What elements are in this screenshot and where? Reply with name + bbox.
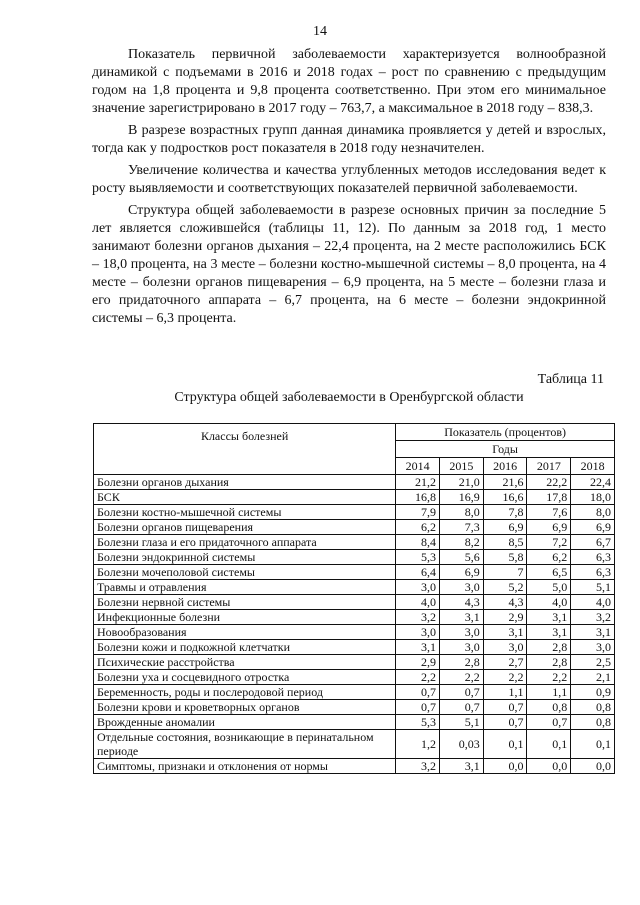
table-row (94, 565, 615, 580)
indicator-value: 8,2 (439, 535, 483, 550)
indicator-value: 8,0 (439, 505, 483, 520)
indicator-value: 7 (483, 565, 527, 580)
indicator-value: 6,2 (396, 520, 440, 535)
page-number: 14 (313, 24, 327, 39)
indicator-value: 0,7 (396, 700, 440, 715)
indicator-value: 1,1 (527, 685, 571, 700)
header-years: Годы (396, 441, 615, 458)
indicator-value: 0,7 (396, 685, 440, 700)
indicator-value: 2,2 (483, 670, 527, 685)
indicator-value: 5,3 (396, 550, 440, 565)
indicator-value: 4,0 (396, 595, 440, 610)
indicator-value: 6,9 (527, 520, 571, 535)
table-row (94, 580, 615, 595)
indicator-value: 2,2 (396, 670, 440, 685)
indicator-value: 16,9 (439, 490, 483, 505)
disease-class-name: Беременность, роды и послеродовой период (94, 685, 396, 700)
disease-class-name: Психические расстройства (94, 655, 396, 670)
indicator-value: 18,0 (571, 490, 615, 505)
indicator-value: 5,3 (396, 715, 440, 730)
indicator-value: 4,0 (527, 595, 571, 610)
disease-class-name: Болезни нервной системы (94, 595, 396, 610)
indicator-value: 3,1 (571, 625, 615, 640)
indicator-value: 3,1 (439, 759, 483, 774)
disease-class-name: Инфекционные болезни (94, 610, 396, 625)
indicator-value: 21,0 (439, 475, 483, 490)
table-row (94, 550, 615, 565)
paragraph-4: Структура общей заболеваемости в разрезе основных причин за последние 5 лет является сложившейся (таблицы 11, 12). По данным за 2018 год, 1 место занимают болезни органов дыхания – 22,4 процента, на 2 месте расположились БСК – 18,0 процента, на 3 месте – болезни костно-мышечной системы – 8,0 процента, на 4 месте – болезни органов пищеварения – 6,9 процента, на 5 месте – болезни глаза и его придаточного аппарата – 6,7 процента, на 6 месте – болезни эндокринной системы – 6,3 процента. (92, 203, 606, 326)
indicator-value: 3,2 (396, 610, 440, 625)
table-row (94, 505, 615, 520)
disease-class-name: Болезни костно-мышечной системы (94, 505, 396, 520)
indicator-value: 7,2 (527, 535, 571, 550)
table-row (94, 670, 615, 685)
disease-class-name: Болезни мочеполовой системы (94, 565, 396, 580)
table-row (94, 490, 615, 505)
indicator-value: 1,1 (483, 685, 527, 700)
indicator-value: 6,3 (571, 565, 615, 580)
indicator-value: 1,2 (396, 730, 440, 759)
indicator-value: 6,9 (483, 520, 527, 535)
indicator-value: 0,7 (439, 700, 483, 715)
indicator-value: 2,8 (527, 655, 571, 670)
table-row (94, 730, 615, 759)
indicator-value: 0,7 (527, 715, 571, 730)
indicator-value: 2,8 (527, 640, 571, 655)
indicator-value: 3,1 (483, 625, 527, 640)
table-row (94, 475, 615, 490)
table-row (94, 700, 615, 715)
indicator-value: 0,0 (527, 759, 571, 774)
indicator-value: 0,1 (571, 730, 615, 759)
indicator-value: 2,1 (571, 670, 615, 685)
indicator-value: 22,4 (571, 475, 615, 490)
indicator-value: 0,7 (483, 700, 527, 715)
indicator-value: 3,1 (527, 610, 571, 625)
indicator-value: 0,9 (571, 685, 615, 700)
indicator-value: 22,2 (527, 475, 571, 490)
indicator-value: 5,8 (483, 550, 527, 565)
disease-class-name: Отдельные состояния, возникающие в перинатальном периоде (94, 730, 396, 759)
indicator-value: 6,7 (571, 535, 615, 550)
indicator-value: 0,7 (483, 715, 527, 730)
indicator-value: 8,4 (396, 535, 440, 550)
indicator-value: 6,4 (396, 565, 440, 580)
indicator-value: 16,6 (483, 490, 527, 505)
header-year: 2016 (483, 458, 527, 475)
indicator-value: 3,1 (396, 640, 440, 655)
indicator-value: 3,0 (439, 580, 483, 595)
indicator-value: 3,1 (527, 625, 571, 640)
indicator-value: 3,2 (571, 610, 615, 625)
paragraph-2: В разрезе возрастных групп данная динамика проявляется у детей и взрослых, тогда как у подростков рост показателя в 2018 году незначителен. (92, 123, 606, 156)
indicator-value: 3,0 (483, 640, 527, 655)
indicator-value: 5,2 (483, 580, 527, 595)
indicator-value: 0,1 (483, 730, 527, 759)
table-row (94, 520, 615, 535)
indicator-value: 4,0 (571, 595, 615, 610)
table-label: Таблица 11 (537, 372, 604, 387)
indicator-value: 3,1 (439, 610, 483, 625)
indicator-value: 6,2 (527, 550, 571, 565)
indicator-value: 21,6 (483, 475, 527, 490)
indicator-value: 7,8 (483, 505, 527, 520)
indicator-value: 0,7 (439, 685, 483, 700)
table-row (94, 715, 615, 730)
disease-class-name: Болезни эндокринной системы (94, 550, 396, 565)
indicator-value: 2,9 (396, 655, 440, 670)
indicator-value: 5,6 (439, 550, 483, 565)
indicator-value: 5,1 (439, 715, 483, 730)
indicator-value: 2,2 (527, 670, 571, 685)
disease-class-name: Болезни органов дыхания (94, 475, 396, 490)
disease-class-name: Болезни уха и сосцевидного отростка (94, 670, 396, 685)
table-row (94, 595, 615, 610)
paragraph-3: Увеличение количества и качества углубленных методов исследования ведет к росту выявляемости и соответствующих показателей первичной заболеваемости. (92, 163, 606, 196)
disease-class-name: Врожденные аномалии (94, 715, 396, 730)
disease-class-name: Симптомы, признаки и отклонения от нормы (94, 759, 396, 774)
indicator-value: 3,0 (571, 640, 615, 655)
indicator-value: 2,8 (439, 655, 483, 670)
indicator-value: 0,8 (527, 700, 571, 715)
table-row (94, 685, 615, 700)
table-body (94, 475, 615, 774)
header-year: 2017 (527, 458, 571, 475)
indicator-value: 7,3 (439, 520, 483, 535)
indicator-value: 2,9 (483, 610, 527, 625)
disease-class-name: Болезни органов пищеварения (94, 520, 396, 535)
indicator-value: 0,1 (527, 730, 571, 759)
disease-class-name: Болезни крови и кроветворных органов (94, 700, 396, 715)
indicator-value: 8,5 (483, 535, 527, 550)
indicator-value: 3,0 (396, 580, 440, 595)
indicator-value: 2,2 (439, 670, 483, 685)
disease-class-name: Травмы и отравления (94, 580, 396, 595)
body-text (92, 46, 606, 332)
indicator-value: 17,8 (527, 490, 571, 505)
table-row (94, 640, 615, 655)
indicator-value: 2,7 (483, 655, 527, 670)
header-year: 2015 (439, 458, 483, 475)
table-row (94, 610, 615, 625)
indicator-value: 7,6 (527, 505, 571, 520)
indicator-value: 21,2 (396, 475, 440, 490)
table-row (94, 535, 615, 550)
indicator-value: 2,5 (571, 655, 615, 670)
header-year: 2014 (396, 458, 440, 475)
header-indicator: Показатель (процентов) (396, 424, 615, 441)
indicator-value: 16,8 (396, 490, 440, 505)
table-row (94, 655, 615, 670)
table-row (94, 625, 615, 640)
indicator-value: 6,9 (439, 565, 483, 580)
indicator-value: 0,8 (571, 700, 615, 715)
indicator-value: 5,1 (571, 580, 615, 595)
indicator-value: 4,3 (439, 595, 483, 610)
indicator-value: 6,9 (571, 520, 615, 535)
indicator-value: 3,2 (396, 759, 440, 774)
disease-class-name: Болезни кожи и подкожной клетчатки (94, 640, 396, 655)
table-title: Структура общей заболеваемости в Оренбургской области (174, 390, 524, 405)
indicator-value: 3,0 (439, 625, 483, 640)
indicator-value: 3,0 (439, 640, 483, 655)
disease-structure-table (93, 423, 615, 774)
indicator-value: 0,0 (483, 759, 527, 774)
indicator-value: 0,8 (571, 715, 615, 730)
indicator-value: 6,5 (527, 565, 571, 580)
paragraph-1: Показатель первичной заболеваемости характеризуется волнообразной динамикой с подъемами в 2016 и 2018 годах – рост по сравнению с предыдущим годом на 1,8 процента и 9,8 процента соответственно. При этом его минимальное значение зарегистрировано в 2017 году – 763,7, а максимальное в 2018 году – 838,3. (92, 47, 606, 116)
disease-class-name: БСК (94, 490, 396, 505)
header-disease-classes: Классы болезней (94, 424, 396, 475)
indicator-value: 4,3 (483, 595, 527, 610)
indicator-value: 6,3 (571, 550, 615, 565)
indicator-value: 3,0 (396, 625, 440, 640)
indicator-value: 0,03 (439, 730, 483, 759)
indicator-value: 5,0 (527, 580, 571, 595)
disease-class-name: Болезни глаза и его придаточного аппарата (94, 535, 396, 550)
indicator-value: 7,9 (396, 505, 440, 520)
table-row (94, 759, 615, 774)
header-year: 2018 (571, 458, 615, 475)
indicator-value: 8,0 (571, 505, 615, 520)
disease-class-name: Новообразования (94, 625, 396, 640)
indicator-value: 0,0 (571, 759, 615, 774)
